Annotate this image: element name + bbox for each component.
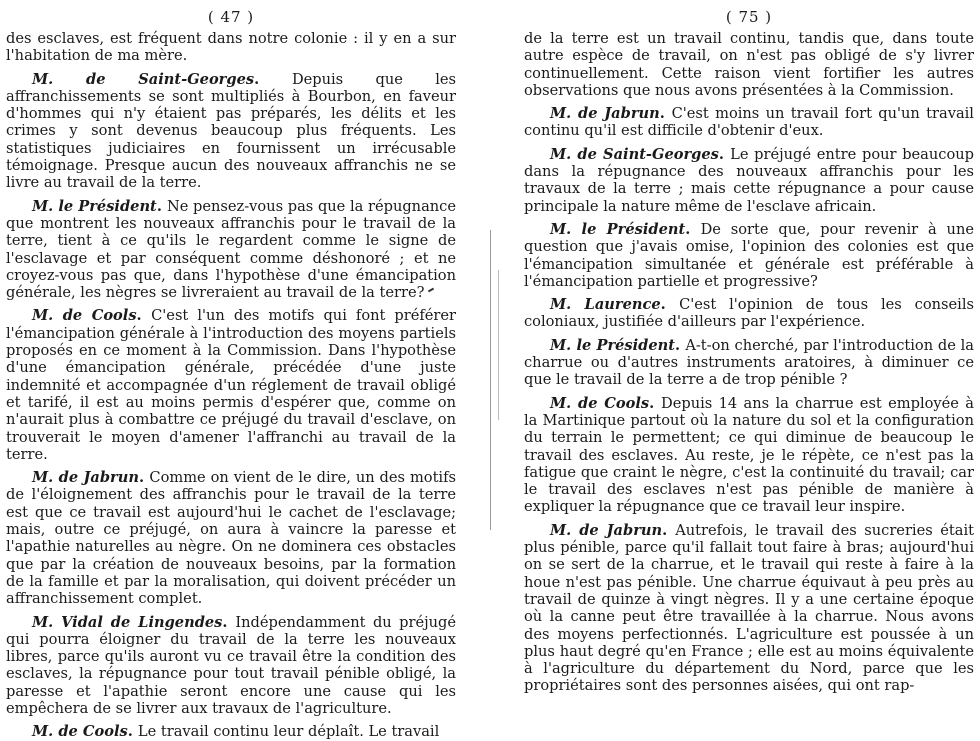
speaker-name: M. de Jabrun . <box>550 522 675 539</box>
paragraph-text: De sorte que, pour revenir à une question que j'avais omise, l'opinion des colonies est que l'émancipation simultanée et générale est préférable à l'émancipation partielle et progressive? <box>524 220 974 290</box>
gutter-line <box>490 230 491 530</box>
gutter-line <box>498 270 499 420</box>
paragraph <box>0 469 462 607</box>
paragraph <box>0 198 462 302</box>
paragraph-text: Le travail continu leur déplaît. Le travail <box>137 723 440 741</box>
speaker-name: M. de Cools . <box>550 395 661 412</box>
right-page <box>518 0 980 695</box>
paragraph-text: A-t-on cherché, par l'introduction de la charrue ou d'autres instruments aratoires, à diminuer ce que le travail de la terre a de trop pénible ? <box>524 336 974 389</box>
paragraph-text: C'est l'un des motifs qui font préférer l'émancipation générale à l'introduction des moyens partiels proposés en ce moment à la Commission. Dans l'hypothèse d'une émancipation générale, précédée d'une juste indemnité et accompagnée d'un réglement de travail obligé et tarifé, il est au moins permis d'espérer que, comme on n'aurait plus à combattre ce préjugé du travail d'esclave, on trouverait le moyen d'amener l'affranchi au travail de la terre. <box>6 307 456 463</box>
paragraph <box>518 221 980 290</box>
speaker-name: M. de Cools . <box>32 307 151 324</box>
paragraph-text: Autrefois, le travail des sucreries était plus pénible, parce qu'il fallait tout faire à bras; aujourd'hui on se sert de la charrue, et le travail qui reste à faire à la houe n'est pas pénible. Une charrue équivaut à peu près au travail de quinze à vingt nègres. Il y a une certaine époque où la canne peut être travaillée à la charrue. Nous avons des moyens perfectionnés. L'agriculture est poussée à un plus haut degré qu'en France ; elle est au moins équivalente à l'agriculture du département du Nord, parce que les propriétaires sont des personnes aisées, qui ont rap- <box>524 521 974 695</box>
left-page <box>0 0 462 741</box>
paragraph <box>0 723 462 740</box>
paragraph-text: des esclaves, est fréquent dans notre colonie : il y en a sur l'habitation de ma mère. <box>6 30 456 65</box>
paragraph <box>518 522 980 695</box>
paragraph-text: Ne pensez-vous pas que la répugnance que montrent les nouveaux affranchis pour le travail de la terre, tient à ce qu'ils le regardent comme le signe de l'esclavage et par conséquent comme déshonoré ; et ne croyez-vous pas que, dans l'hypothèse d'une émancipation générale, les nègres se livreraient au travail de la terre? <box>6 197 456 302</box>
paragraph-text: C'est l'opinion de tous les conseils coloniaux, justifiée d'ailleurs par l'expérience. <box>524 296 974 331</box>
paragraph <box>518 105 980 140</box>
speaker-name: M. Vidal de Lingendes . <box>32 614 235 631</box>
paragraph-text: C'est moins un travail fort qu'un travail continu qu'il est difficile d'obtenir d'eux. <box>524 105 974 140</box>
paragraph <box>518 395 980 516</box>
speaker-name: M. le Président . <box>32 198 167 215</box>
speaker-name: M. le Président . <box>550 337 685 354</box>
speaker-name: M. de Saint-Georges . <box>550 146 730 163</box>
paragraph-text: de la terre est un travail continu, tandis que, dans toute autre espèce de travail, on n'est pas obligé de s'y livrer continuellement. Cette raison vient fortifier les autres observations que nous avons présentées à la Commission. <box>524 30 974 99</box>
speaker-name: M. le Président . <box>550 221 701 238</box>
speaker-name: M. de Jabrun . <box>32 469 149 486</box>
paragraph <box>0 30 462 65</box>
paragraph-text: Comme on vient de le dire, un des motifs de l'éloignement des affranchis pour le travail de la terre est que ce travail est aujourd'hui le cachet de l'esclavage; mais, outre ce préjugé, on aura à vaincre la paresse et l'apathie naturelles au nègre. On ne dominera ces obstacles que par la création de nouveaux besoins, par la formation de la famille et par la moralisation, qui doivent précéder un affranchissement complet. <box>6 469 456 608</box>
paragraph <box>0 307 462 463</box>
paragraph-text: Depuis 14 ans la charrue est employée à la Martinique partout où la nature du sol et la configuration du terrain le permettent; ce qui diminue de beaucoup le travail des esclaves. Au reste, je le répète, ce n'est pas la fatigue que craint le nègre, c'est la continuité du travail; car le travail des esclaves n'est pas pénible de manière à expliquer la répugnance que ce travail leur inspire. <box>524 394 974 516</box>
paragraph <box>518 146 980 215</box>
speaker-name: M. Laurence . <box>550 296 679 313</box>
paragraph-text: Depuis que les affranchissements se sont multipliés à Bourbon, en faveur d'hommes qui n'y étaient pas préparés, les délits et les crimes y sont devenus beaucoup plus fréquents. Les statistiques judiciaires en fournissent un irrécusable témoignage. Presque aucun des nouveaux affranchis ne se livre au travail de la terre. <box>6 70 456 192</box>
speaker-name: M. de Jabrun . <box>550 105 672 122</box>
paragraph <box>518 30 980 99</box>
speaker-name: M. de Saint-Georges . <box>32 71 292 88</box>
paragraph <box>518 337 980 389</box>
paragraph <box>0 71 462 192</box>
paragraph-text: Le préjugé entre pour beaucoup dans la répugnance des nouveaux affranchis pour les travaux de la terre ; mais cette répugnance a pour cause principale la nature même de l'esclave africain. <box>524 145 974 215</box>
page-number: ( 75 ) <box>725 8 773 26</box>
book-gutter <box>468 230 512 530</box>
paragraph <box>0 614 462 718</box>
paragraph-text: Indépendamment du préjugé qui pourra éloigner du travail de la terre les nouveaux libres, parce qu'ils auront vu ce travail être la condition des esclaves, la répugnance pour tout travail pénible obligé, la paresse et l'apathie seront encore une cause qui les empêchera de se livrer aux travaux de l'agriculture. <box>6 613 456 717</box>
speaker-name: M. de Cools . <box>32 723 138 740</box>
page-number: ( 47 ) <box>207 8 255 26</box>
paragraph <box>518 296 980 331</box>
